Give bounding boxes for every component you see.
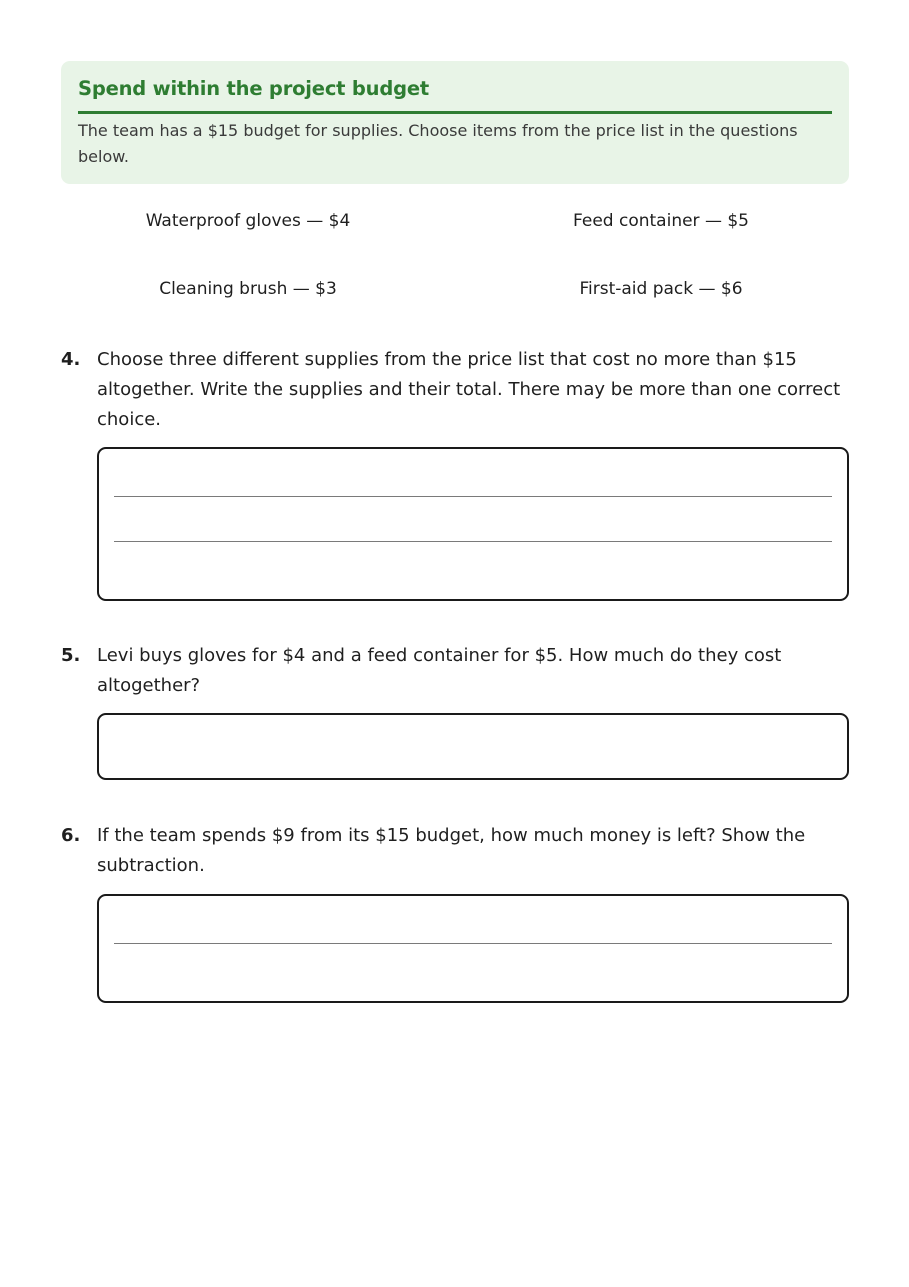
question-number-5: 5.: [61, 645, 81, 666]
price-item-gloves: Waterproof gloves — $4: [145, 211, 351, 231]
question-text-5: Levi buys gloves for $4 and a feed container for $5. How much do they cost altogether?: [97, 645, 782, 696]
question-text-4: Choose three different supplies from the price list that cost no more than $15 altogether. Write the supplies and their total. There may be more than one correct choice.: [97, 349, 841, 430]
title-divider: [78, 111, 832, 114]
answer-box-5[interactable]: [97, 713, 849, 780]
answer-box-4[interactable]: [97, 447, 849, 601]
question-number-4: 4.: [61, 349, 81, 370]
answer-line: [114, 943, 832, 944]
price-item-cleaning-brush: Cleaning brush — $3: [159, 279, 337, 299]
question-number-6: 6.: [61, 825, 81, 846]
price-item-first-aid-pack: First-aid pack — $6: [579, 279, 743, 299]
answer-box-6[interactable]: [97, 894, 849, 1003]
question-text-6: If the team spends $9 from its $15 budget, how much money is left? Show the subtraction.: [97, 825, 806, 876]
answer-line: [114, 496, 832, 497]
banner-instructions: The team has a $15 budget for supplies. Choose items from the price list in the questions below.: [78, 121, 798, 166]
instruction-banner: [61, 61, 849, 184]
price-item-feed-container: Feed container — $5: [573, 211, 749, 231]
section-title: Spend within the project budget: [78, 77, 429, 100]
answer-line: [114, 541, 832, 542]
